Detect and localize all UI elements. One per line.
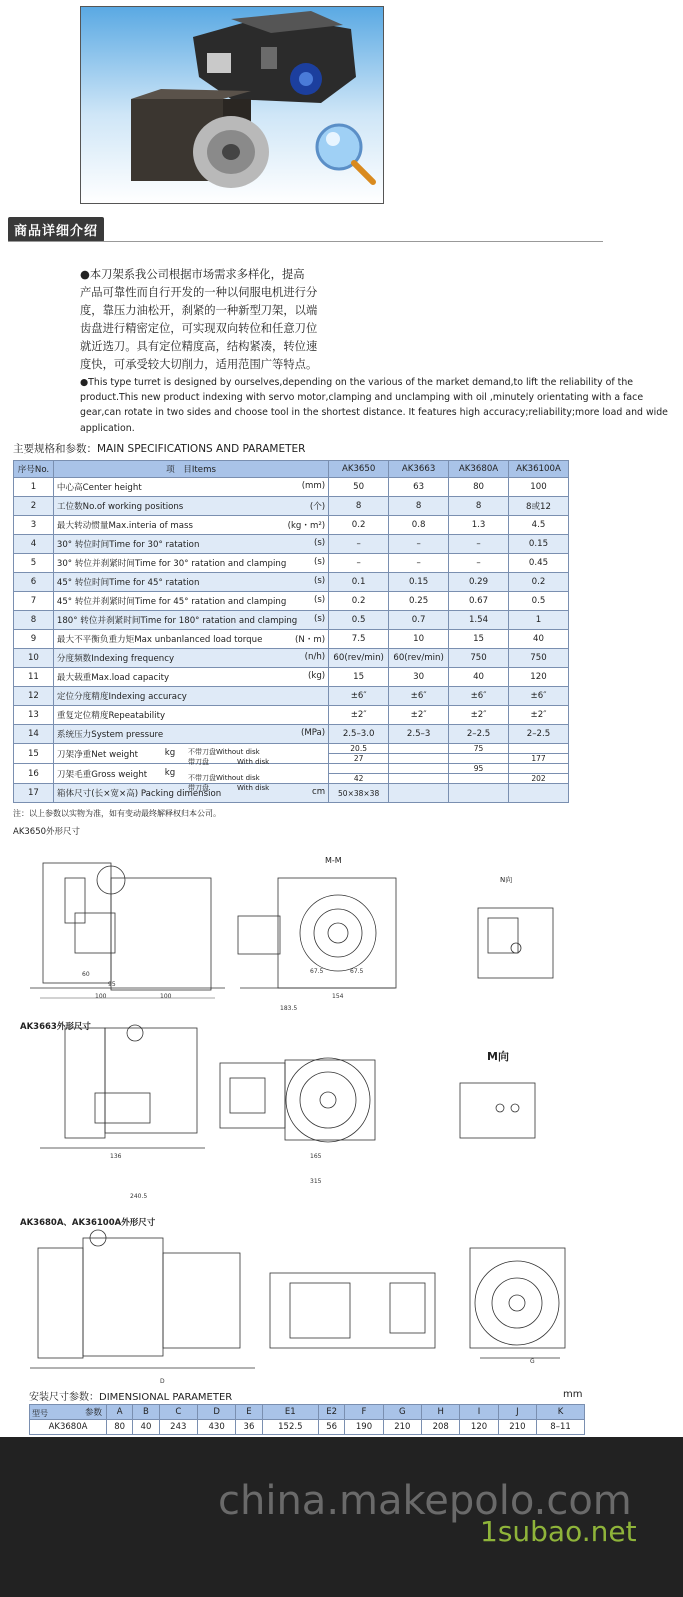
dim-header-cell: E <box>236 1405 262 1420</box>
spec-item-unit: (kg・m²) <box>287 521 326 531</box>
spec-item-label: 最大不平衡负重力矩Max unbanlanced load torque <box>56 635 263 645</box>
spec-item-unit: (MPa) <box>300 728 326 738</box>
dim-table <box>29 1404 585 1435</box>
spec-cell: 7.5 <box>329 630 389 649</box>
spec-item-unit: (kg) <box>308 671 326 681</box>
drawing-label-ak3680: AK3680A、AK36100A外形尺寸 <box>20 1218 156 1228</box>
intro-cn-line: 度快，可承受较大切削力，适用范围广等特点。 <box>80 358 318 371</box>
spec-cell: 63 <box>389 478 449 497</box>
dim-cell: 243 <box>159 1420 197 1435</box>
spec-header-cell: AK36100A <box>509 461 569 478</box>
intro-en-line: application. <box>80 422 135 434</box>
spec-item-label: 工位数No.of working positions <box>56 502 184 512</box>
spec-sub-label: 不带刀盘Without disk <box>188 748 260 756</box>
spec-cell: 1 <box>14 478 54 497</box>
spec-sub-label: 带刀盘 With disk <box>188 784 270 792</box>
spec-cell: 14 <box>14 725 54 744</box>
spec-row <box>14 535 569 554</box>
spec-header-cell: AK3650 <box>329 461 389 478</box>
spec-cell: 0.15 <box>389 573 449 592</box>
svg-text:315: 315 <box>310 1178 322 1185</box>
intro-cn-line: 就近选刀。具有定位精度高，结构紧凑，转位速 <box>80 340 318 353</box>
spec-row <box>14 592 569 611</box>
spec-item-label: 定位分度精度Indexing accuracy <box>56 692 187 702</box>
spec-cell: 2 <box>14 497 54 516</box>
spec-cell: – <box>329 535 389 554</box>
dim-cell: 210 <box>498 1420 536 1435</box>
spec-cell: 0.29 <box>449 573 509 592</box>
spec-cell: 27 <box>329 754 389 764</box>
svg-text:136: 136 <box>110 1153 122 1160</box>
spec-cell: 5 <box>14 554 54 573</box>
spec-cell: 0.45 <box>509 554 569 573</box>
dim-cell: 56 <box>319 1420 345 1435</box>
n-view-label: N向 <box>500 876 513 884</box>
spec-cell: 0.7 <box>389 611 449 630</box>
dim-header-cell: G <box>383 1405 421 1420</box>
spec-cell <box>449 774 509 784</box>
dim-cell: 36 <box>236 1420 262 1435</box>
dim-title: 安装尺寸参数：DIMENSIONAL PARAMETER <box>29 1392 233 1403</box>
spec-cell: – <box>449 535 509 554</box>
spec-cell: 177 <box>509 754 569 764</box>
spec-cell <box>53 573 328 592</box>
spec-cell: 50 <box>329 478 389 497</box>
spec-item-unit: cm <box>312 787 326 797</box>
svg-text:G: G <box>530 1358 535 1365</box>
spec-item-label: 系统压力System pressure <box>56 730 164 740</box>
spec-cell <box>389 774 449 784</box>
spec-cell: – <box>329 554 389 573</box>
spec-cell: 1 <box>509 611 569 630</box>
spec-item-label: 180° 转位并刹紧时间Time for 180° ratation and clamping <box>56 616 298 626</box>
spec-cell: 60(rev/min) <box>329 649 389 668</box>
spec-cell: 2.5–3 <box>389 725 449 744</box>
dim-cell: 8–11 <box>537 1420 585 1435</box>
spec-item-unit: (mm) <box>301 481 326 491</box>
dim-cell: 210 <box>383 1420 421 1435</box>
spec-item-unit: (s) <box>313 595 326 605</box>
spec-cell <box>449 754 509 764</box>
spec-cell: 4.5 <box>509 516 569 535</box>
spec-cell: 8 <box>329 497 389 516</box>
spec-row <box>14 573 569 592</box>
spec-sub-label: 不带刀盘Without disk <box>188 774 260 782</box>
svg-text:95: 95 <box>108 981 116 988</box>
intro-en-line: product.This new product indexing with servo motor,clamping and unclamping with oil ,minutely orientating with a face <box>80 392 644 404</box>
spec-row <box>14 784 569 803</box>
spec-cell: 6 <box>14 573 54 592</box>
spec-cell: 13 <box>14 706 54 725</box>
spec-cell: 4 <box>14 535 54 554</box>
intro-cn-line: 齿盘进行精密定位，可实现双向转位和任意刀位 <box>80 322 318 335</box>
spec-cell <box>53 706 328 725</box>
spec-cell: – <box>389 535 449 554</box>
watermark-secondary: 1subao.net <box>480 1515 637 1548</box>
spec-row <box>14 649 569 668</box>
spec-cell <box>53 611 328 630</box>
spec-cell: 2–2.5 <box>449 725 509 744</box>
dim-cell: 40 <box>133 1420 159 1435</box>
spec-cell <box>53 592 328 611</box>
spec-cell: ±2″ <box>389 706 449 725</box>
spec-cell <box>53 649 328 668</box>
spec-cell: 42 <box>329 774 389 784</box>
spec-cell <box>509 744 569 754</box>
spec-header-cell: AK3663 <box>389 461 449 478</box>
spec-row <box>14 630 569 649</box>
spec-cell: 50×38×38 <box>329 784 389 803</box>
intro-cn-line: ●本刀架系我公司根据市场需求多样化，提高 <box>80 268 305 281</box>
spec-item-label: 最大转动惯量Max.interia of mass <box>56 521 193 531</box>
spec-sub-label: 带刀盘 With disk <box>188 758 270 766</box>
dim-header-sub: 型号 <box>32 1409 48 1418</box>
intro-cn-line: 度，靠压力油松开，刹紧的一种新型刀架，以端 <box>80 304 318 317</box>
svg-text:240.5: 240.5 <box>130 1193 148 1200</box>
spec-cell: 60(rev/min) <box>389 649 449 668</box>
spec-cell <box>389 754 449 764</box>
spec-cell: 11 <box>14 668 54 687</box>
spec-cell: 1.3 <box>449 516 509 535</box>
spec-cell: 15 <box>329 668 389 687</box>
intro-en-line: gear,can rotate in two sides and choose tool in the shortest distance. It features high accuracy;reliability;more load and wide <box>80 407 668 419</box>
spec-cell: 8或12 <box>509 497 569 516</box>
spec-cell <box>53 668 328 687</box>
spec-cell: ±6″ <box>509 687 569 706</box>
spec-item-unit: (s) <box>313 557 326 567</box>
spec-cell: 30 <box>389 668 449 687</box>
spec-item-unit: kg <box>164 747 176 758</box>
spec-cell <box>389 784 449 803</box>
spec-row <box>14 497 569 516</box>
dim-header-cell: I <box>460 1405 498 1420</box>
spec-cell <box>509 764 569 774</box>
spec-cell: ±2″ <box>509 706 569 725</box>
svg-text:D: D <box>160 1378 165 1383</box>
spec-cell: 10 <box>389 630 449 649</box>
section-mm-label: M-M <box>325 856 342 865</box>
spec-cell <box>53 554 328 573</box>
spec-cell: 750 <box>509 649 569 668</box>
spec-cell: 0.2 <box>329 516 389 535</box>
spec-cell: 100 <box>509 478 569 497</box>
dim-cell: 152.5 <box>262 1420 318 1435</box>
svg-text:60: 60 <box>82 971 90 978</box>
spec-item-label: 30° 转位时间Time for 30° ratation <box>56 540 200 550</box>
spec-cell: 15 <box>14 744 54 764</box>
svg-text:100: 100 <box>95 993 107 1000</box>
spec-item-label: 重复定位精度Repeatability <box>56 711 166 721</box>
dim-data-row <box>30 1420 585 1435</box>
dim-header-cell: 参数 <box>30 1405 107 1420</box>
spec-cell: – <box>389 554 449 573</box>
spec-cell: 8 <box>449 497 509 516</box>
spec-cell: 0.8 <box>389 516 449 535</box>
technical-drawings <box>10 838 600 1383</box>
spec-cell <box>329 764 389 774</box>
svg-text:165: 165 <box>310 1153 322 1160</box>
dim-cell: AK3680A <box>30 1420 107 1435</box>
spec-cell: 0.2 <box>329 592 389 611</box>
dim-unit: mm <box>563 1389 583 1400</box>
svg-text:67.5: 67.5 <box>350 968 364 975</box>
spec-cell: 40 <box>509 630 569 649</box>
spec-cell: – <box>449 554 509 573</box>
spec-cell: 2–2.5 <box>509 725 569 744</box>
spec-cell <box>449 784 509 803</box>
section-divider <box>8 241 603 242</box>
spec-row <box>14 706 569 725</box>
spec-cell: ±6″ <box>389 687 449 706</box>
spec-item-label: 刀架净重Net weight <box>56 749 139 760</box>
spec-cell: 0.5 <box>509 592 569 611</box>
spec-item-label: 箱体尺寸(长×宽×高) Packing dimension <box>56 789 222 799</box>
spec-item-unit: (个) <box>309 502 326 512</box>
dim-header-cell: K <box>537 1405 585 1420</box>
dim-header-cell: H <box>422 1405 460 1420</box>
spec-item-unit: (N・m) <box>295 635 326 645</box>
spec-cell: 75 <box>449 744 509 754</box>
spec-cell <box>389 764 449 774</box>
spec-cell: 0.15 <box>509 535 569 554</box>
spec-item-label: 中心高Center height <box>56 483 142 493</box>
spec-cell <box>53 725 328 744</box>
spec-cell: 9 <box>14 630 54 649</box>
spec-cell: 20.5 <box>329 744 389 754</box>
spec-cell: 40 <box>449 668 509 687</box>
spec-title: 主要规格和参数：MAIN SPECIFICATIONS AND PARAMETER <box>13 443 306 455</box>
dim-cell: 208 <box>422 1420 460 1435</box>
dim-header-cell: A <box>107 1405 133 1420</box>
spec-cell: 8 <box>14 611 54 630</box>
spec-item-label: 45° 转位并刹紧时间Time for 45° ratation and clamping <box>56 597 287 607</box>
spec-row <box>14 478 569 497</box>
spec-header-cell: 序号No. <box>14 461 54 478</box>
spec-table <box>13 460 569 803</box>
spec-header-row <box>14 461 569 478</box>
intro-chinese <box>80 266 410 374</box>
spec-cell: 10 <box>14 649 54 668</box>
spec-row <box>14 611 569 630</box>
spec-header-cell: AK3680A <box>449 461 509 478</box>
spec-cell <box>53 516 328 535</box>
dim-cell: 80 <box>107 1420 133 1435</box>
spec-row <box>14 764 569 774</box>
intro-cn-line: 产品可靠性而自行开发的一种以伺服电机进行分 <box>80 286 318 299</box>
dim-header-cell: B <box>133 1405 159 1420</box>
spec-row <box>14 554 569 573</box>
spec-cell: 120 <box>509 668 569 687</box>
spec-item-label: 刀架毛重Gross weight <box>56 769 148 780</box>
dim-cell: 120 <box>460 1420 498 1435</box>
spec-row <box>14 687 569 706</box>
spec-cell: 7 <box>14 592 54 611</box>
dim-header-cell: C <box>159 1405 197 1420</box>
svg-text:183.5: 183.5 <box>280 1005 298 1012</box>
dim-header-cell: E2 <box>319 1405 345 1420</box>
dim-header-cell: D <box>197 1405 235 1420</box>
spec-cell: ±6″ <box>329 687 389 706</box>
spec-cell <box>509 784 569 803</box>
spec-cell <box>53 478 328 497</box>
drawing-label-ak3650: AK3650外形尺寸 <box>13 827 81 837</box>
dim-cell: 430 <box>197 1420 235 1435</box>
dim-header-row <box>30 1405 585 1420</box>
dim-cell: 190 <box>345 1420 383 1435</box>
spec-row <box>14 744 569 754</box>
spec-cell: 2.5–3.0 <box>329 725 389 744</box>
spec-cell: 1.54 <box>449 611 509 630</box>
spec-item-unit: kg <box>164 767 176 778</box>
spec-cell <box>389 744 449 754</box>
spec-row <box>14 668 569 687</box>
spec-note: 注：以上参数以实物为准，如有变动最终解释权归本公司。 <box>13 809 221 818</box>
product-photo-illustration <box>81 7 383 203</box>
spec-cell: 80 <box>449 478 509 497</box>
drawing-label-ak3663: AK3663外形尺寸 <box>20 1022 91 1032</box>
spec-item-label: 最大载重Max.load capacity <box>56 673 170 683</box>
spec-item-unit: (s) <box>313 576 326 586</box>
section-title: 商品详细介绍 <box>8 217 104 242</box>
spec-cell: 3 <box>14 516 54 535</box>
spec-header-cell: 项 目Items <box>53 461 328 478</box>
spec-cell: 95 <box>449 764 509 774</box>
spec-cell: 17 <box>14 784 54 803</box>
spec-cell: 0.1 <box>329 573 389 592</box>
spec-item-unit: (n/h) <box>304 652 326 662</box>
svg-text:154: 154 <box>332 993 344 1000</box>
spec-cell: 750 <box>449 649 509 668</box>
dim-header-cell: F <box>345 1405 383 1420</box>
svg-text:100: 100 <box>160 993 172 1000</box>
spec-cell: ±2″ <box>449 706 509 725</box>
spec-cell <box>53 687 328 706</box>
m-view-label: M向 <box>487 1050 509 1063</box>
spec-item-label: 分度频数Indexing frequency <box>56 654 175 664</box>
spec-cell: 12 <box>14 687 54 706</box>
spec-cell: ±2″ <box>329 706 389 725</box>
spec-item-label: 45° 转位时间Time for 45° ratation <box>56 578 200 588</box>
spec-cell: 0.5 <box>329 611 389 630</box>
spec-cell <box>53 630 328 649</box>
spec-cell: 8 <box>389 497 449 516</box>
watermark: china.makepolo.com <box>218 1478 632 1524</box>
spec-item-unit: (s) <box>313 614 326 624</box>
spec-cell: 16 <box>14 764 54 784</box>
dim-header-cell: E1 <box>262 1405 318 1420</box>
svg-text:67.5: 67.5 <box>310 968 324 975</box>
spec-item-unit: (s) <box>313 538 326 548</box>
spec-cell: 202 <box>509 774 569 784</box>
spec-cell: 15 <box>449 630 509 649</box>
intro-english <box>80 375 668 436</box>
product-image <box>80 6 384 204</box>
spec-cell: 0.2 <box>509 573 569 592</box>
spec-row <box>14 725 569 744</box>
dim-header-cell: J <box>498 1405 536 1420</box>
spec-cell: 0.25 <box>389 592 449 611</box>
spec-cell: ±6″ <box>449 687 509 706</box>
spec-cell <box>53 535 328 554</box>
spec-item-label: 30° 转位并刹紧时间Time for 30° ratation and clamping <box>56 559 287 569</box>
spec-cell: 0.67 <box>449 592 509 611</box>
spec-row <box>14 516 569 535</box>
intro-en-line: ●This type turret is designed by ourselves,depending on the various of the market demand,to lift the reliability of the <box>80 377 634 388</box>
spec-cell <box>53 497 328 516</box>
